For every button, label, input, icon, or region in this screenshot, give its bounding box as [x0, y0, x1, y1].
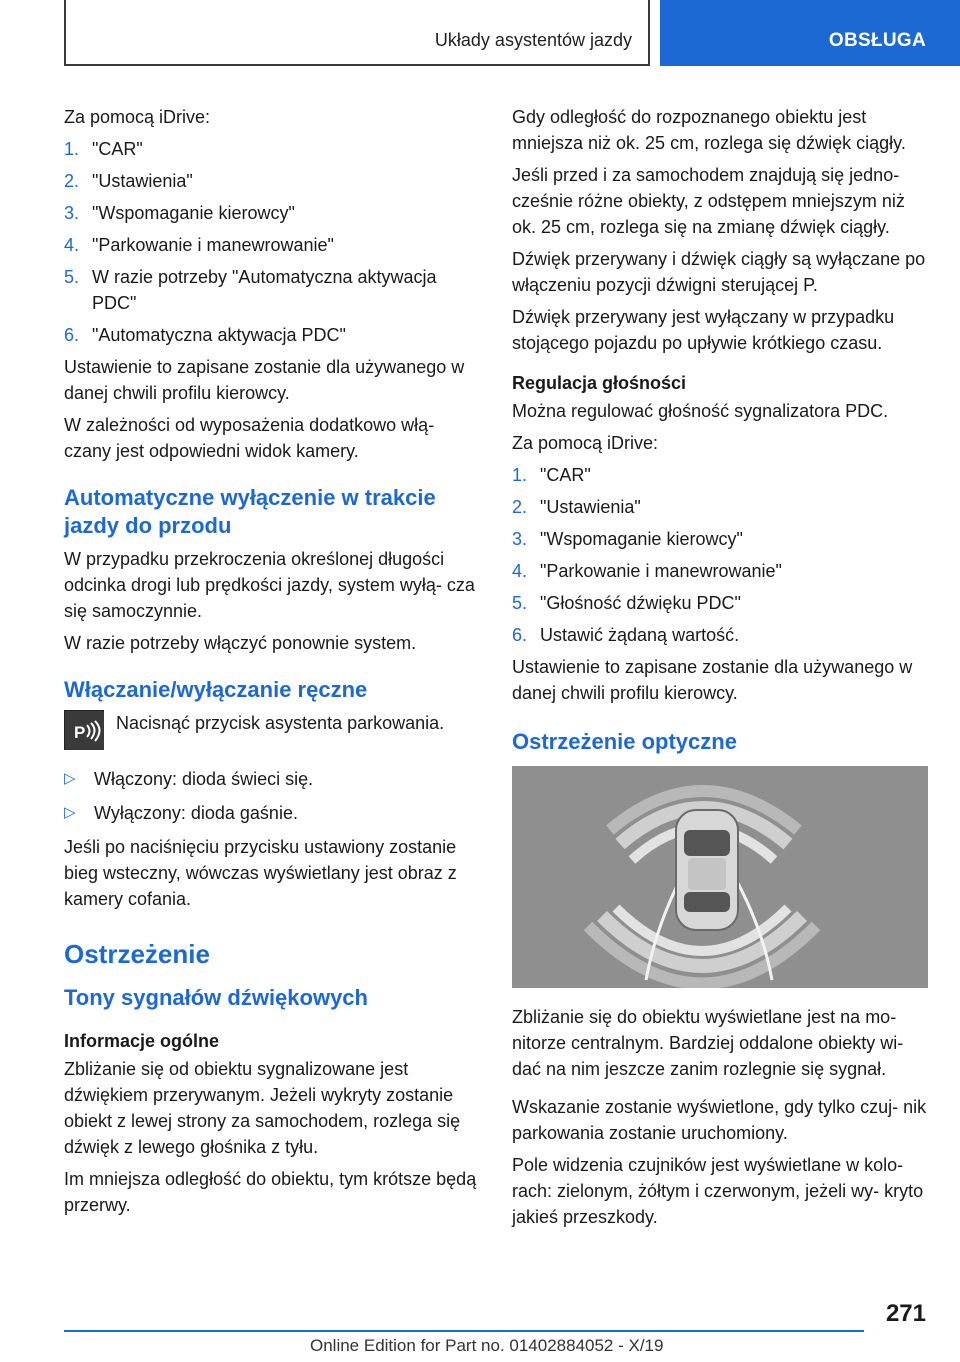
idrive-intro: Za pomocą iDrive:: [64, 107, 211, 127]
header-box: [64, 0, 650, 66]
list-item: 6. Ustawić żądaną wartość.: [512, 625, 740, 645]
right-column: [512, 104, 928, 1236]
list-item: 4. "Parkowanie i manewrowanie": [64, 235, 334, 255]
alternating-tone-text: Jeśli przed i za samochodem znajdują się jedno‐ cześnie różne obiekty, z odstępem mniejszym niż ok. 25 cm, rozlega się na zmianę dźwięk ciągły.: [512, 165, 905, 237]
idrive-intro: Za pomocą iDrive:: [512, 433, 659, 453]
interval-text: Im mniejsza odległość do obiektu, tym krótsze będą przerwy.: [64, 1169, 477, 1215]
list-item: 1. "CAR": [64, 139, 143, 159]
auto-off-text: W przypadku przekroczenia określonej długości odcinka drogi lub prędkości jazdy, system wyłą‐ cza się samoczynnie.: [64, 549, 475, 621]
list-item: 1. "CAR": [512, 465, 591, 485]
list-item: 6. "Automatyczna aktywacja PDC": [64, 325, 346, 345]
heading-volume: Regulacja głośności: [512, 373, 687, 393]
svg-text:P: P: [74, 723, 86, 742]
list-item: 4. "Parkowanie i manewrowanie": [512, 561, 782, 581]
triangle-bullet-icon: ▷: [64, 770, 76, 787]
led-state-list: [64, 766, 480, 826]
list-item: ▷ Wyłączony: dioda gaśnie.: [64, 800, 480, 826]
park-assist-button-icon: [64, 710, 104, 750]
section-title: Układy asystentów jazdy: [434, 30, 632, 50]
reenable-text: W razie potrzeby włączyć ponownie system.: [64, 633, 417, 653]
saved-profile-text: Ustawienie to zapisane zostanie dla używanego w danej chwili profilu kierowcy.: [512, 657, 913, 703]
left-column: [64, 104, 480, 1224]
general-info-text: Zbliżanie się od obiektu sygnalizowane jest dźwiękiem przerywanym. Jeżeli wykryty zostanie obiekt z lewej strony za samochodem, rozlega się dźwięk z lewego głośnika z tyłu.: [64, 1059, 461, 1157]
heading-warning: Ostrzeżenie: [64, 939, 210, 969]
edition-text: Online Edition for Part no. 01402884052 - X/19: [310, 1336, 664, 1355]
heading-manual: Włączanie/wyłączanie ręczne: [64, 677, 368, 702]
reverse-camera-text: Jeśli po naciśnięciu przycisku ustawiony zostanie bieg wsteczny, wówczas wyświetlany jest obraz z kamery cofania.: [64, 837, 457, 909]
chapter-tab[interactable]: [660, 0, 960, 66]
list-item: 2. "Ustawienia": [64, 171, 193, 191]
list-item: ▷ Włączony: dioda świeci się.: [64, 766, 480, 792]
display-text: Wskazanie zostanie wyświetlone, gdy tylko czuj‐ nik parkowania zostanie uruchomiony.: [512, 1097, 927, 1143]
heading-tones: Tony sygnałów dźwiękowych: [64, 985, 368, 1010]
volume-text: Można regulować głośność sygnalizatora PDC.: [512, 401, 889, 421]
triangle-bullet-icon: ▷: [64, 804, 76, 821]
park-assist-button-text: Nacisnąć przycisk asystenta parkowania.: [116, 713, 445, 733]
tone-off-p-text: Dźwięk przerywany i dźwięk ciągły są wyłączane po włączeniu pozycji dźwigni sterującej P.: [512, 249, 926, 295]
colors-text: Pole widzenia czujników jest wyświetlane w kolo‐ rach: zielonym, żółtym i czerwonym, jeżeli wy‐ kryto jakieś przeszkody.: [512, 1155, 924, 1227]
list-item: 2. "Ustawienia": [512, 497, 641, 517]
park-assist-button-row: [64, 710, 480, 758]
page-number: 271: [885, 1300, 926, 1327]
pdc-display-image: [512, 766, 928, 988]
monitor-text: Zbliżanie się do obiektu wyświetlane jest na mo‐ nitorze centralnym. Bardziej oddalone obiekty wi‐ dać na nim jeszcze zanim rozlegnie się sygnał.: [512, 1007, 904, 1079]
continuous-tone-text: Gdy odległość do rozpoznanego obiektu jest mniejsza niż ok. 25 cm, rozlega się dźwięk ciągły.: [512, 107, 906, 153]
heading-general: Informacje ogólne: [64, 1031, 220, 1051]
list-item: 3. "Wspomaganie kierowcy": [64, 203, 295, 223]
camera-view-text: W zależności od wyposażenia dodatkowo włą‐ czany jest odpowiedni widok kamery.: [64, 415, 435, 461]
list-item: 5. "Głośność dźwięku PDC": [512, 593, 741, 613]
activation-steps: [64, 136, 480, 348]
footer-divider: [64, 1330, 864, 1332]
volume-steps: [512, 462, 928, 648]
list-item: 5. W razie potrzeby "Automatyczna aktywacja PDC": [64, 267, 437, 313]
chapter-tab-label: OBSŁUGA: [828, 30, 926, 51]
tone-off-time-text: Dźwięk przerywany jest wyłączany w przypadku stojącego pojazdu po upływie krótkiego czasu.: [512, 307, 895, 353]
list-item: 3. "Wspomaganie kierowcy": [512, 529, 743, 549]
heading-auto-off: Automatyczne wyłączenie w trakcie jazdy do przodu: [64, 485, 436, 538]
heading-optical: Ostrzeżenie optyczne: [512, 729, 737, 754]
saved-profile-text: Ustawienie to zapisane zostanie dla używanego w danej chwili profilu kierowcy.: [64, 357, 465, 403]
